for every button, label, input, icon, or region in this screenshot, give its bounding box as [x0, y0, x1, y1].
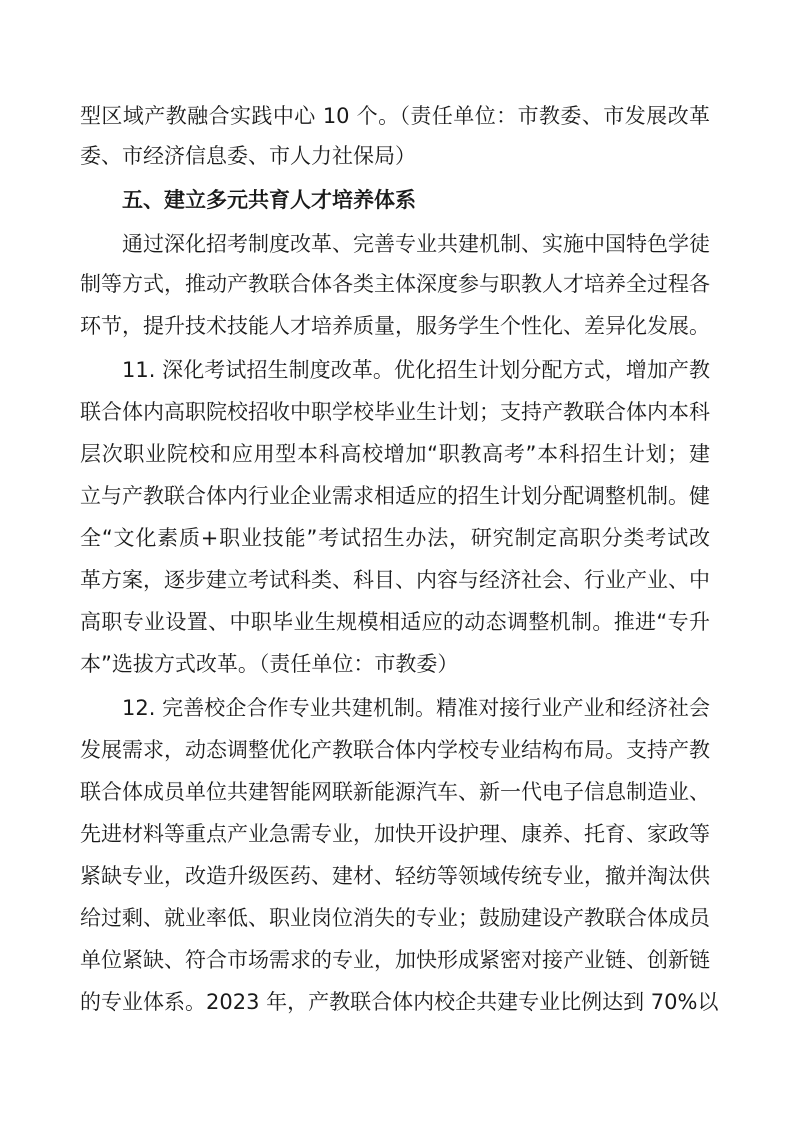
item-12-first-line [122, 688, 710, 728]
item-text: 精准对接行业产业和经济社会 [436, 696, 710, 720]
text-line: 联合体内高职院校招收中职学校毕业生计划；支持产教联合体内本科 [80, 400, 710, 424]
text-line: 委、市经济信息委、市人力社保局） [80, 144, 416, 168]
item-title: 深化考试招生制度改革。 [162, 358, 394, 382]
text-line: 层次职业院校和应用型本科高校增加“职教高考”本科招生计划；建 [80, 442, 710, 466]
text-line: 紧缺专业，改造升级医药、建材、轻纺等领域传统专业，撤并淘汰供 [80, 864, 710, 888]
text-line: 发展需求，动态调整优化产教联合体内学校专业结构布局。支持产教 [80, 738, 710, 762]
text-line: 给过剩、就业率低、职业岗位消失的专业；鼓励建设产教联合体成员 [80, 906, 710, 930]
item-number: 12. [122, 696, 156, 720]
text-line: 本”选拔方式改革。（责任单位：市教委） [80, 652, 459, 676]
item-11-first-line [122, 350, 710, 390]
text-line: 环节，提升技术技能人才培养质量，服务学生个性化、差异化发展。 [80, 314, 710, 338]
text-line: 单位紧缺、符合市场需求的专业，加快形成紧密对接产业链、创新链 [80, 948, 710, 972]
section-heading: 五、建立多元共育人才培养体系 [122, 188, 416, 212]
text-line: 的专业体系。2023 年，产教联合体内校企共建专业比例达到 70%以 [80, 990, 719, 1014]
item-title: 完善校企合作专业共建机制。 [162, 696, 437, 720]
text-line: 全“文化素质+职业技能”考试招生办法，研究制定高职分类考试改 [80, 526, 710, 550]
text-line: 立与产教联合体内行业企业需求相适应的招生计划分配调整机制。健 [80, 484, 710, 508]
text-line: 联合体成员单位共建智能网联新能源汽车、新一代电子信息制造业、 [80, 780, 710, 804]
text-line: 先进材料等重点产业急需专业，加快开设护理、康养、托育、家政等 [80, 822, 710, 846]
text-line: 通过深化招考制度改革、完善专业共建机制、实施中国特色学徒 [122, 232, 710, 256]
text-line: 型区域产教融合实践中心 10 个。（责任单位：市教委、市发展改革 [80, 104, 710, 128]
item-number: 11. [122, 358, 156, 382]
item-text: 优化招生计划分配方式，增加产教 [393, 358, 710, 382]
text-line: 高职专业设置、中职毕业生规模相适应的动态调整机制。推进“专升 [80, 610, 710, 634]
text-line: 制等方式，推动产教联合体各类主体深度参与职教人才培养全过程各 [80, 272, 710, 296]
text-line: 革方案，逐步建立考试科类、科目、内容与经济社会、行业产业、中 [80, 568, 710, 592]
